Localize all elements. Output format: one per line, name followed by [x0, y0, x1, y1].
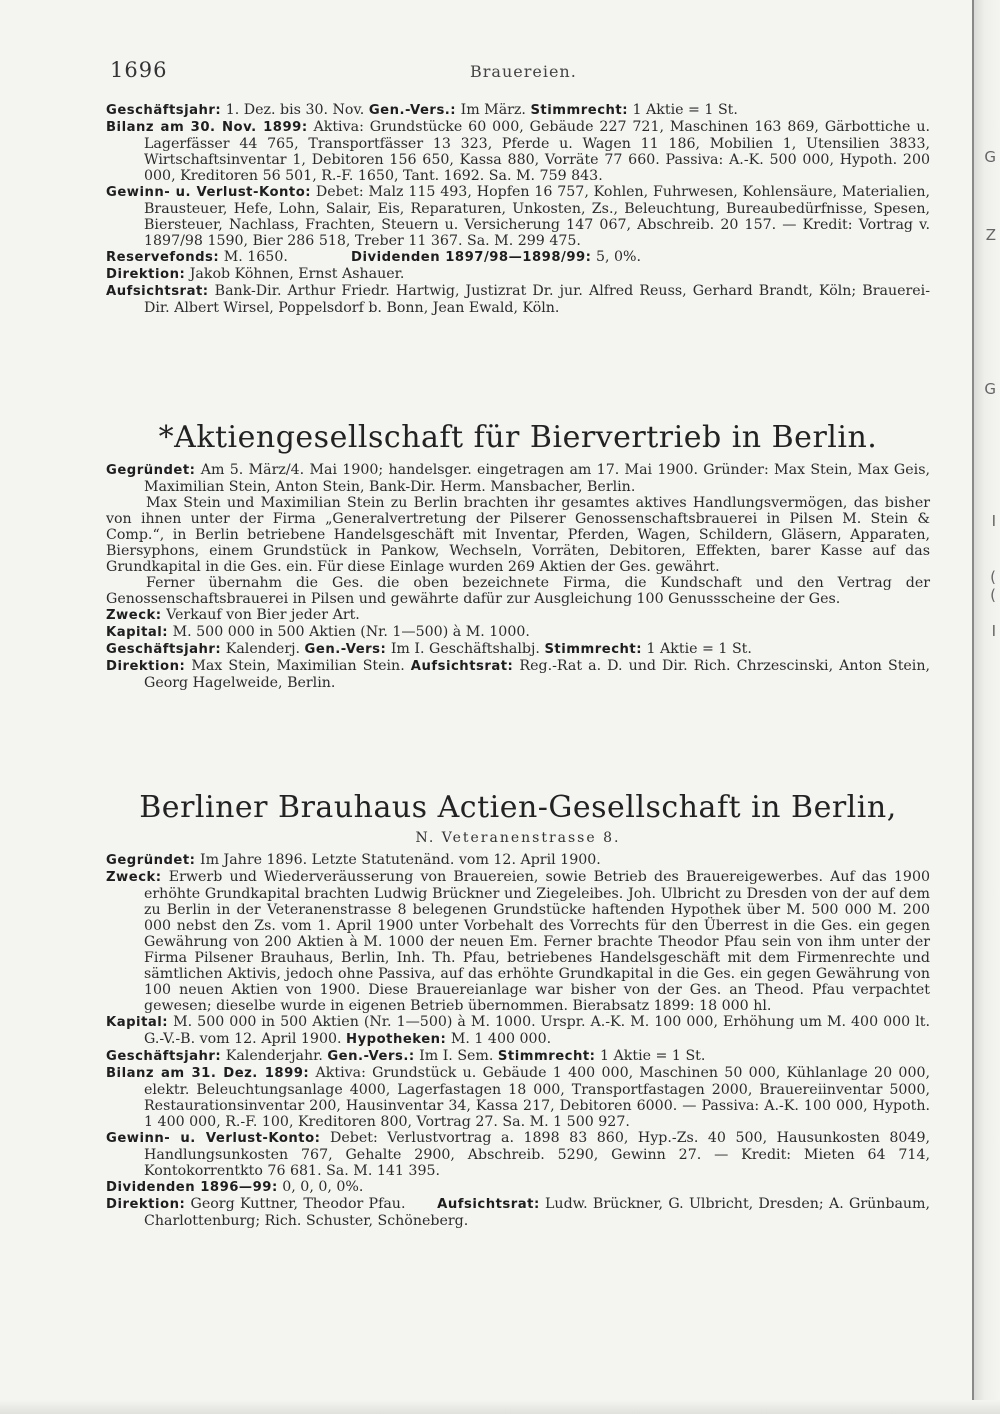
stimmrecht-text: 1 Aktie = 1 St.: [646, 641, 752, 657]
geschaeftsjahr-label: Geschäftsjahr:: [106, 1049, 222, 1064]
kapital-text: M. 500 000 in 500 Aktien (Nr. 1—500) à M. 1000.: [172, 624, 530, 640]
gegruendet-line: [106, 852, 930, 869]
kapital-label: Kapital:: [106, 625, 169, 640]
direktion-text: Jakob Köhnen, Ernst Ashauer.: [189, 266, 405, 282]
direktion-line: [106, 266, 930, 283]
gewinn-text: Debet: Malz 115 493, Hopfen 16 757, Kohlen, Fuhrwesen, Kohlensäure, Materialien, Brausteuer, Hefe, Lohn, Salair, Eis, Reparaturen, Unkosten, Zs., Beleuchtung, Bureaubedürfnisse, Spesen, Biersteuer, Nachlass, Frachten, Steuern u. Versicherung 147 067, Abschreib. 20 157. — Kredit: Vortrag v. 1897/98 1590, Bier 286 518, Treber 11 367. Sa. M. 299 475.: [144, 184, 930, 249]
genvers-text: Im I. Geschäftshalbj.: [390, 641, 540, 657]
aufsichtsrat-label: Aufsichtsrat:: [106, 284, 209, 299]
gegruendet-paragraph: [106, 462, 930, 495]
hypotheken-label: Hypotheken:: [346, 1032, 447, 1047]
dividenden-line: [106, 1179, 930, 1196]
genvers-label: Gen.-Vers.:: [368, 103, 457, 118]
gewinn-label: Gewinn- u. Verlust-Konto:: [106, 1131, 321, 1146]
gewinn-paragraph: [106, 184, 930, 249]
direktion-label: Direktion:: [106, 659, 186, 674]
aufsichtsrat-text: Ludw. Brückner, G. Ulbricht, Dresden; A. Grünbaum, Charlottenburg; Rich. Schuster, Schöneberg.: [144, 1196, 931, 1229]
margin-fragment: G: [984, 380, 996, 398]
geschaeftsjahr-text: Kalenderj.: [225, 641, 301, 657]
direktion-label: Direktion:: [106, 267, 186, 282]
geschaeftsjahr-label: Geschäftsjahr:: [106, 103, 222, 118]
entry-biervertrieb: [106, 462, 930, 691]
geschaeftsjahr-line: [106, 641, 930, 658]
entry-address: N. Veteranenstrasse 8.: [415, 830, 621, 846]
genvers-label: Gen.-Vers.:: [327, 1049, 415, 1064]
zweck-text: Verkauf von Bier jeder Art.: [166, 607, 360, 623]
kapital-label: Kapital:: [106, 1015, 169, 1030]
entry-berliner-brauhaus: [106, 852, 930, 1229]
gegruendet-label: Gegründet:: [106, 853, 196, 868]
genvers-text: Im I. Sem.: [419, 1048, 494, 1064]
kapital-text: M. 500 000 in 500 Aktien (Nr. 1—500) à M. 1000. Urspr. A.-K. M. 100 000, Erhöhung um M. 400 000 lt. G.-V.-B. vom 12. April 1900.: [144, 1014, 930, 1047]
dividenden-text: 5, 0%.: [595, 249, 642, 265]
gegruendet-text: Im Jahre 1896. Letzte Statutenänd. vom 12. April 1900.: [199, 852, 601, 868]
geschaeftsjahr-line: [106, 1048, 930, 1065]
bilanz-paragraph: [106, 119, 930, 184]
gewinn-label: Gewinn- u. Verlust-Konto:: [106, 185, 312, 200]
zweck-label: Zweck:: [106, 870, 162, 885]
dividenden-text: 0, 0, 0, 0%.: [282, 1179, 364, 1195]
stimmrecht-text: 1 Aktie = 1 St.: [632, 102, 738, 118]
aufsichtsrat-paragraph: [106, 283, 930, 316]
bilanz-label: Bilanz am 31. Dez. 1899:: [106, 1066, 310, 1081]
right-margin-fragments: [976, 0, 998, 1414]
margin-fragment: I: [991, 622, 996, 640]
stimmrecht-label: Stimmrecht:: [530, 103, 628, 118]
bilanz-paragraph: [106, 1065, 930, 1130]
zweck-line: [106, 607, 930, 624]
running-head: Brauereien.: [470, 62, 577, 81]
bilanz-text: Aktiva: Grundstück u. Gebäude 1 400 000, Maschinen 50 000, Kühlanlage 20 000, elektr. Beleuchtungsanlage 4000, Lagerfastagen 18 000, Transportfastagen 2000, Brauereiinventar 5000, Restaurationsinventar 200, Hausinventar 34, Kassa 217, Debitoren 6000. — Passiva: A.-K. 100 000, Hypoth. 1 400 000, R.-F. 100, Kreditoren 800, Vortrag 27. Sa. M. 1 500 927.: [144, 1065, 931, 1130]
stimmrecht-text: 1 Aktie = 1 St.: [599, 1048, 706, 1064]
gewinn-text: Debet: Verlustvortrag a. 1898 83 860, Hyp.-Zs. 40 500, Hausunkosten 8049, Handlungsunkosten 767, Gehalte 2900, Abschreib. 5290, Gewinn 27. — Kredit: Mieten 64 714, Kontokorrentkto 76 681. Sa. M. 141 395.: [144, 1130, 930, 1179]
margin-fragment: I: [991, 512, 996, 530]
page-bottom-edge: [0, 1400, 1000, 1414]
geschaeftsjahr-label: Geschäftsjahr:: [106, 642, 222, 657]
bilanz-label: Bilanz am 30. Nov. 1899:: [106, 120, 308, 135]
direktion-text: Max Stein, Maximilian Stein.: [191, 658, 405, 674]
entry-title-berliner-brauhaus: Berliner Brauhaus Actien-Gesellschaft in Berlin,: [139, 790, 897, 825]
stimmrecht-label: Stimmrecht:: [544, 642, 642, 657]
kapital-line: [106, 624, 930, 641]
aufsichtsrat-label: Aufsichtsrat:: [410, 659, 514, 674]
page-number: 1696: [110, 58, 168, 82]
geschaeftsjahr-line: [106, 102, 930, 119]
hypotheken-text: M. 1 400 000.: [450, 1031, 552, 1047]
genvers-text: Im März.: [460, 102, 526, 118]
kapital-paragraph: [106, 1014, 930, 1048]
gewinn-paragraph: [106, 1130, 930, 1179]
aufsichtsrat-text: Bank-Dir. Arthur Friedr. Hartwig, Justizrat Dr. jur. Alfred Reuss, Gerhard Brandt, Köln; Brauerei-Dir. Albert Wirsel, Poppelsdorf b. Bonn, Jean Ewald, Köln.: [144, 283, 930, 316]
bilanz-text: Aktiva: Grundstücke 60 000, Gebäude 227 721, Maschinen 163 869, Gärbottiche u. Lagerfässer 44 765, Transportfässer 13 323, Pferde u. Wagen 11 186, Mobilien 1, Utensilien 3833, Wirtschaftsinventar 1, Debitoren 156 650, Kassa 880, Vorräte 77 660. Passiva: A.-K. 500 000, Hypoth. 200 000, Kreditoren 56 501, R.-F. 1650, Tant. 1692. Sa. M. 759 843.: [144, 119, 930, 184]
geschaeftsjahr-text: 1. Dez. bis 30. Nov.: [225, 102, 365, 118]
aufsichtsrat-label: Aufsichtsrat:: [437, 1197, 540, 1212]
direktion-label: Direktion:: [106, 1197, 186, 1212]
entry-continuation: [106, 102, 930, 316]
zweck-paragraph: [106, 869, 930, 1014]
zweck-label: Zweck:: [106, 608, 162, 623]
reserve-label: Reservefonds:: [106, 250, 220, 265]
reserve-dividenden-line: [106, 249, 930, 266]
gegruendet-text: Am 5. März/4. Mai 1900; handelsger. eingetragen am 17. Mai 1900. Gründer: Max Stein, Max Geis, Maximilian Stein, Anton Stein, Bank-Dir. Herm. Mansbacher, Berlin.: [144, 462, 930, 495]
gegruendet-label: Gegründet:: [106, 463, 196, 478]
dividenden-label: Dividenden 1896—99:: [106, 1180, 278, 1195]
geschaeftsjahr-text: Kalenderjahr.: [225, 1048, 323, 1064]
margin-fragment: Z: [985, 226, 996, 244]
margin-fragment: (: [990, 568, 996, 586]
zweck-text: Erwerb und Wiederveräusserung von Brauereien, sowie Betrieb des Brauereigewerbes. Auf das 1900 erhöhte Grundkapital brachten Ludwig Brückner und Ziegeleibes. Joh. Ulbricht zu Dresden von der auf dem zu Berlin in der Veteranenstrasse 8 belegenen Grundstücke haftenden Hypothek über M. 500 000 M. 200 000 nebst den Zs. vom 1. April 1900 unter Vorbehalt des Vorrechts für den Überrest in die Ges. ein gegen Gewährung von 200 Aktien à M. 1000 der neuen Em. Ferner brachte Theodor Pfau sein von ihm unter der Firma Pilsener Brauhaus, Berlin, Inh. Th. Pfau, betriebenes Handelsgeschäft mit dem Firmenrechte und sämtlichen Aktivis, jedoch ohne Passiva, auf das erhöhte Grundkapital in die Ges. ein gegen Gewährung von 100 neuen Aktien von 1900. Diese Brauereianlage war bisher von der Ges. an Theod. Pfau verpachtet gewesen; dieselbe wurde in eigenen Betrieb übernommen. Bierabsatz 1899: 18 000 hl.: [144, 869, 930, 1014]
direktion-aufsichtsrat-paragraph: [106, 1196, 930, 1229]
margin-fragment: G: [984, 148, 996, 166]
entry-title-biervertrieb: *Aktiengesellschaft für Biervertrieb in Berlin.: [158, 420, 878, 455]
genvers-label: Gen.-Vers:: [304, 642, 387, 657]
aufsichtsrat-text: Reg.-Rat a. D. und Dir. Rich. Chrzescinski, Anton Stein, Georg Hagelweide, Berlin.: [144, 658, 930, 691]
firma-paragraph: Ferner übernahm die Ges. die oben bezeichnete Firma, die Kundschaft und den Vertrag der Genossenschaftsbrauerei in Pilsen und gewährte dafür zur Ausgleichung 100 Genussscheine der Ges.: [106, 575, 930, 607]
margin-fragment: (: [990, 586, 996, 604]
dividenden-label: Dividenden 1897/98—1898/99:: [351, 250, 592, 265]
direktion-aufsichtsrat-paragraph: [106, 658, 930, 691]
einlage-paragraph: Max Stein und Maximilian Stein zu Berlin brachten ihr gesamtes aktives Handlungsvermögen, das bisher von ihnen unter der Firma „Generalvertretung der Pilserer Genossenschaftsbrauerei in Pilsen M. Stein & Comp.“, in Berlin betriebene Handelsgeschäft mit Inventar, Pferden, Wagen, Schildern, Gläsern, Apparaten, Biersyphons, einem Grundstück in Pankow, Wechseln, Vorräten, Debitoren, Effekten, barer Kasse auf das Grundkapital in die Ges. ein. Für diese Einlage wurden 269 Aktien der Ges. gewährt.: [106, 495, 930, 575]
stimmrecht-label: Stimmrecht:: [497, 1049, 596, 1064]
reserve-text: M. 1650.: [223, 249, 288, 265]
direktion-text: Georg Kuttner, Theodor Pfau.: [190, 1196, 406, 1212]
